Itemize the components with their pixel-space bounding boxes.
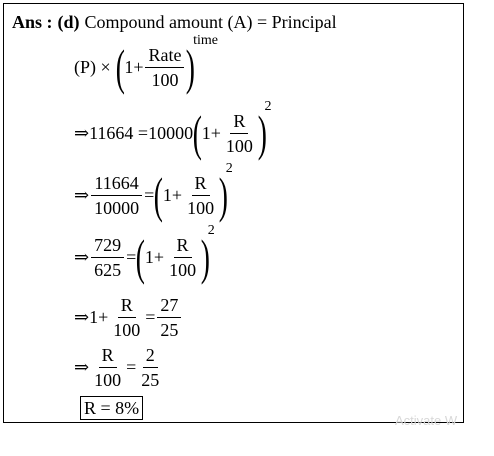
boxed-answer: R = 8%	[80, 396, 143, 420]
equals-sign: =	[126, 357, 137, 377]
formula-line-5	[74, 294, 183, 341]
formula-line-4	[74, 223, 215, 285]
fraction-denominator: 100	[187, 197, 215, 218]
formula-line-1	[74, 33, 219, 95]
one-plus: 1+	[124, 56, 144, 77]
implies-arrow: ⇒	[74, 246, 90, 267]
right-paren: )	[257, 105, 267, 161]
left-paren: (	[192, 105, 202, 161]
right-paren: )	[186, 39, 196, 95]
exponent: 2	[264, 99, 272, 114]
one-plus: 1+	[201, 122, 221, 143]
exponent: time	[193, 33, 219, 48]
ans-label: Ans :	[12, 12, 53, 32]
equals-sign: =	[145, 307, 156, 327]
fraction-numerator: R	[118, 294, 136, 318]
exponent: 2	[225, 161, 233, 176]
fraction-numerator: R	[99, 344, 117, 368]
final-answer-line	[80, 396, 143, 420]
equals-sign: =	[126, 246, 137, 267]
r-fraction	[223, 110, 256, 157]
formula-line-3	[74, 161, 233, 223]
fraction-numerator: 2	[143, 344, 158, 368]
equals-sign: =	[144, 184, 155, 205]
fraction-denominator: 10000	[94, 197, 140, 218]
fraction-numerator: Rate	[145, 44, 184, 68]
fraction-numerator: 11664	[91, 172, 141, 196]
right-paren: )	[218, 167, 228, 223]
fraction-denominator: 25	[160, 320, 179, 340]
formula-line-2	[74, 99, 272, 161]
left-paren: (	[135, 229, 146, 285]
implies-arrow: ⇒	[74, 307, 90, 327]
lhs-fraction	[91, 234, 124, 281]
fraction-numerator: 729	[91, 234, 124, 258]
r-fraction	[166, 234, 199, 281]
one-plus: 1+	[162, 184, 183, 205]
fraction-denominator: 625	[94, 259, 122, 280]
fraction-denominator: 100	[151, 69, 179, 90]
r-fraction	[91, 344, 124, 391]
solution-box	[3, 3, 464, 423]
fraction-denominator: 25	[141, 370, 160, 390]
left-paren: (	[153, 167, 164, 223]
exponent: 2	[207, 223, 215, 238]
right-paren: )	[200, 229, 210, 285]
principal-prefix: (P) ×	[74, 56, 111, 77]
option-label: (d)	[57, 12, 80, 32]
fraction-numerator: R	[230, 110, 248, 134]
r-fraction	[110, 294, 143, 341]
fraction-denominator: 100	[225, 135, 253, 156]
rhs-fraction	[138, 344, 162, 391]
fraction-denominator: 100	[169, 259, 197, 280]
one-plus: 1+	[89, 307, 109, 327]
rate-fraction	[145, 44, 184, 91]
implies-arrow: ⇒	[74, 184, 90, 205]
lhs-fraction	[91, 172, 142, 219]
activation-watermark: Activate W	[395, 413, 458, 428]
implies-arrow: ⇒	[74, 122, 90, 143]
one-plus: 1+	[144, 246, 165, 267]
formula-intro: Compound amount (A) = Principal	[84, 12, 337, 32]
rhs-fraction	[157, 294, 181, 341]
fraction-numerator: R	[192, 172, 210, 196]
formula-line-6	[74, 344, 164, 391]
left-paren: (	[115, 39, 125, 95]
fraction-numerator: 27	[157, 294, 181, 318]
r-fraction	[184, 172, 217, 219]
implies-arrow: ⇒	[74, 357, 90, 377]
fraction-numerator: R	[174, 234, 192, 258]
fraction-denominator: 100	[113, 320, 141, 340]
answer-header	[12, 12, 337, 33]
equation-lhs: 11664 =10000	[89, 122, 194, 143]
fraction-denominator: 100	[94, 370, 122, 390]
